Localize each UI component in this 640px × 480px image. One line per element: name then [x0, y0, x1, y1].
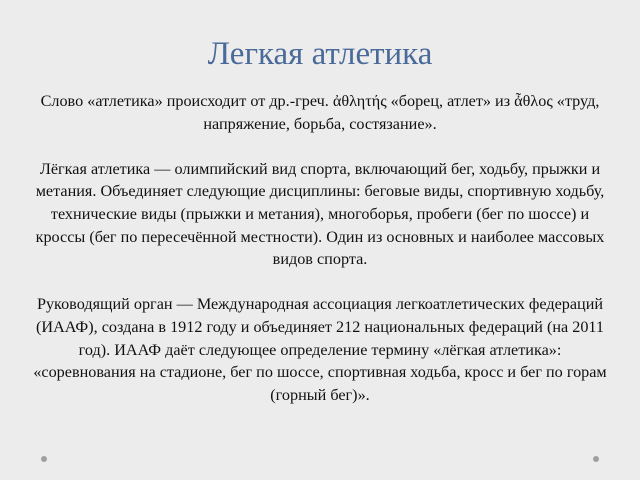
paragraph-definition: Лёгкая атлетика — олимпийский вид спорта, включающий бег, ходьбу, прыжки и метания. Объединяет следующие дисциплины: беговые виды, спортивную ходьбу, технические виды (прыжки и метания), многоборья, пробеги (бег по шоссе) и кроссы (бег по пересечённой местности). Один из основных и наиболее массовых видов спорта. [35, 159, 605, 269]
decorative-dot-left [41, 456, 47, 462]
slide-body [26, 90, 614, 406]
decorative-dot-right [593, 456, 599, 462]
slide-title: Легкая атлетика [207, 36, 433, 72]
paragraph-etymology: Слово «атлетика» происходит от др.-греч. ἀθλητής «борец, атлет» из ἆθλος «труд, напряжение, борьба, состязание». [40, 92, 600, 133]
paragraph-governing-body: Руководящий орган — Международная ассоциация легкоатлетических федераций (ИААФ), создана в 1912 году и объединяет 212 национальных федераций (на 2011 год). ИААФ даёт следующее определение термину «лёгкая атлетика»: «соревнования на стадионе, бег по шоссе, спортивная ходьба, кросс и бег по горам (горный бег)». [33, 295, 607, 404]
